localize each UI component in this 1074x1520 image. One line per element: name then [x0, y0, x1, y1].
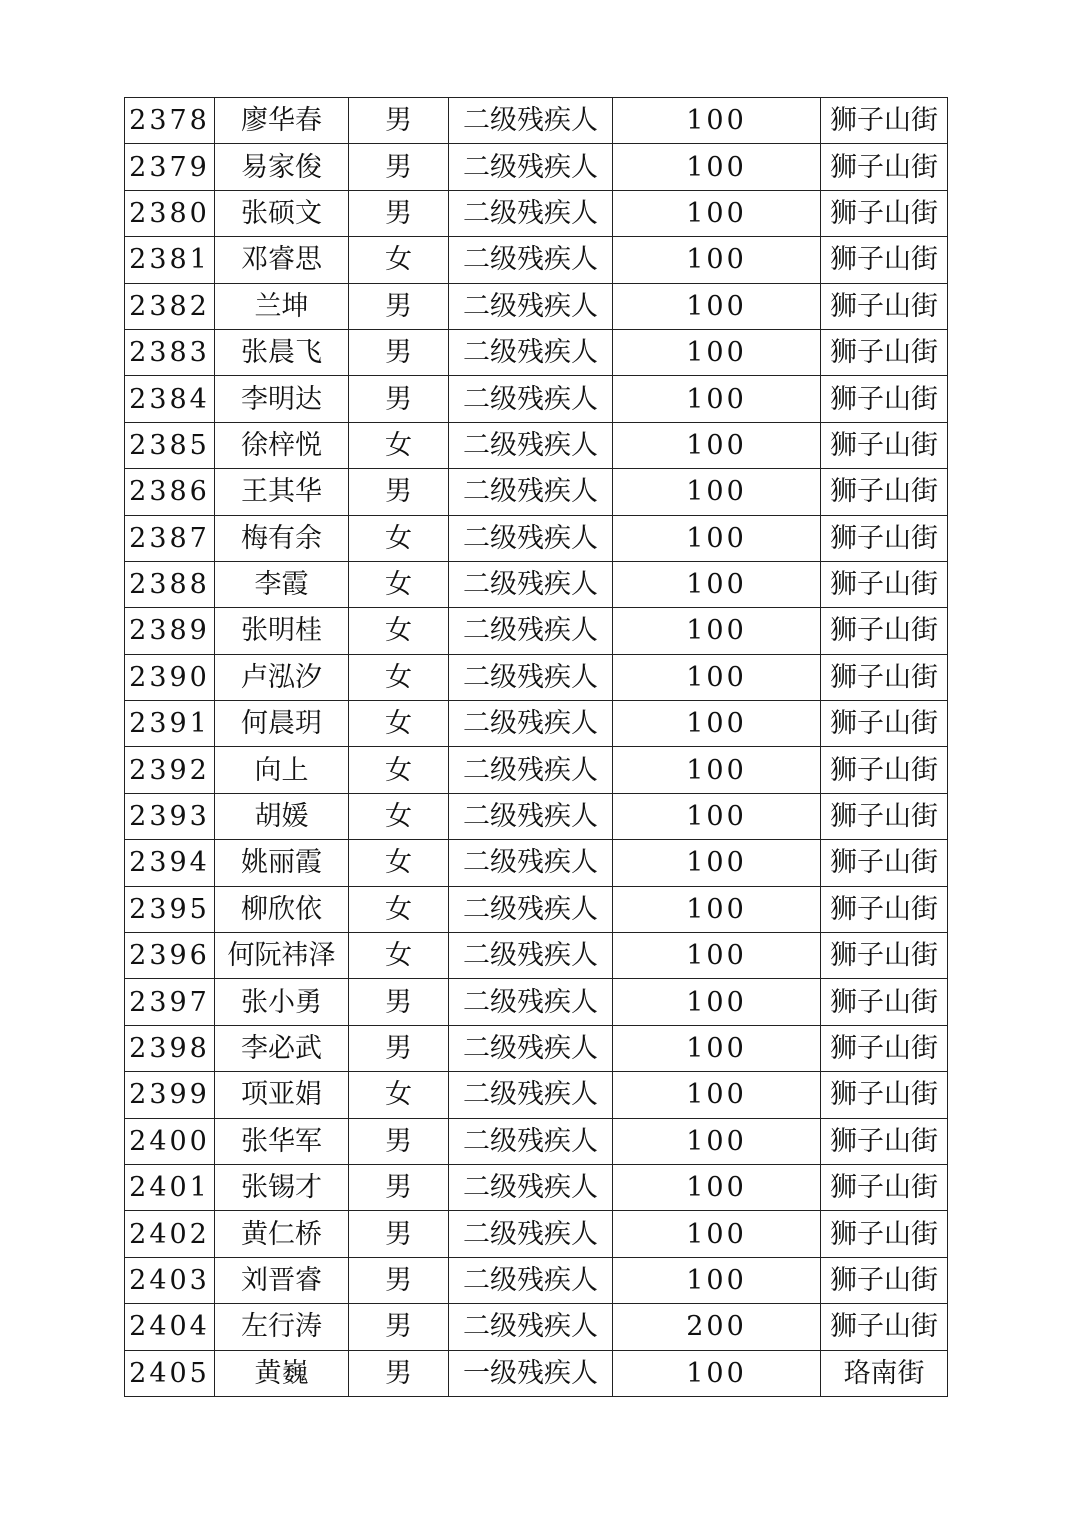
serial-number-cell: 2386 — [125, 469, 215, 515]
table-row — [125, 469, 948, 515]
table-row — [125, 1257, 948, 1303]
street-cell: 狮子山街 — [821, 190, 948, 236]
serial-number-cell: 2395 — [125, 886, 215, 932]
table-row — [125, 376, 948, 422]
disability-level-cell: 二级残疾人 — [449, 1072, 613, 1118]
amount-cell: 100 — [613, 886, 821, 932]
name-cell: 兰坤 — [215, 283, 349, 329]
disability-level-cell: 二级残疾人 — [449, 144, 613, 190]
serial-number-cell: 2390 — [125, 654, 215, 700]
name-cell: 梅有余 — [215, 515, 349, 561]
gender-cell: 男 — [349, 1211, 449, 1257]
table-row — [125, 747, 948, 793]
name-cell: 廖华春 — [215, 98, 349, 144]
serial-number-cell: 2387 — [125, 515, 215, 561]
name-cell: 卢泓汐 — [215, 654, 349, 700]
disability-level-cell: 二级残疾人 — [449, 979, 613, 1025]
serial-number-cell: 2394 — [125, 840, 215, 886]
street-cell: 狮子山街 — [821, 561, 948, 607]
table-row — [125, 933, 948, 979]
disability-level-cell: 二级残疾人 — [449, 98, 613, 144]
serial-number-cell: 2404 — [125, 1304, 215, 1350]
street-cell: 狮子山街 — [821, 979, 948, 1025]
amount-cell: 100 — [613, 654, 821, 700]
gender-cell: 男 — [349, 1304, 449, 1350]
amount-cell: 200 — [613, 1304, 821, 1350]
table-row — [125, 329, 948, 375]
street-cell: 狮子山街 — [821, 608, 948, 654]
gender-cell: 男 — [349, 1118, 449, 1164]
serial-number-cell: 2383 — [125, 329, 215, 375]
disability-subsidy-table — [124, 97, 948, 1397]
table-row — [125, 237, 948, 283]
amount-cell: 100 — [613, 793, 821, 839]
amount-cell: 100 — [613, 933, 821, 979]
table-row — [125, 1118, 948, 1164]
table-row — [125, 283, 948, 329]
table-row — [125, 793, 948, 839]
disability-level-cell: 二级残疾人 — [449, 376, 613, 422]
serial-number-cell: 2401 — [125, 1164, 215, 1210]
name-cell: 姚丽霞 — [215, 840, 349, 886]
amount-cell: 100 — [613, 1072, 821, 1118]
street-cell: 狮子山街 — [821, 1025, 948, 1071]
gender-cell: 男 — [349, 190, 449, 236]
gender-cell: 女 — [349, 933, 449, 979]
serial-number-cell: 2403 — [125, 1257, 215, 1303]
name-cell: 徐梓悦 — [215, 422, 349, 468]
amount-cell: 100 — [613, 979, 821, 1025]
amount-cell: 100 — [613, 1118, 821, 1164]
amount-cell: 100 — [613, 376, 821, 422]
street-cell: 狮子山街 — [821, 98, 948, 144]
serial-number-cell: 2398 — [125, 1025, 215, 1071]
disability-level-cell: 二级残疾人 — [449, 190, 613, 236]
street-cell: 狮子山街 — [821, 283, 948, 329]
disability-level-cell: 二级残疾人 — [449, 886, 613, 932]
name-cell: 邓睿思 — [215, 237, 349, 283]
table-row — [125, 1211, 948, 1257]
disability-level-cell: 二级残疾人 — [449, 701, 613, 747]
gender-cell: 女 — [349, 237, 449, 283]
disability-level-cell: 一级残疾人 — [449, 1350, 613, 1396]
street-cell: 狮子山街 — [821, 701, 948, 747]
gender-cell: 男 — [349, 1257, 449, 1303]
name-cell: 黄仁桥 — [215, 1211, 349, 1257]
name-cell: 左行涛 — [215, 1304, 349, 1350]
table-row — [125, 840, 948, 886]
street-cell: 珞南街 — [821, 1350, 948, 1396]
amount-cell: 100 — [613, 422, 821, 468]
table-body — [125, 98, 948, 1397]
street-cell: 狮子山街 — [821, 144, 948, 190]
disability-level-cell: 二级残疾人 — [449, 1211, 613, 1257]
table-row — [125, 1164, 948, 1210]
name-cell: 刘晋睿 — [215, 1257, 349, 1303]
serial-number-cell: 2380 — [125, 190, 215, 236]
name-cell: 何晨玥 — [215, 701, 349, 747]
amount-cell: 100 — [613, 1025, 821, 1071]
table-row — [125, 561, 948, 607]
gender-cell: 女 — [349, 654, 449, 700]
disability-level-cell: 二级残疾人 — [449, 608, 613, 654]
gender-cell: 女 — [349, 793, 449, 839]
name-cell: 李必武 — [215, 1025, 349, 1071]
gender-cell: 男 — [349, 469, 449, 515]
table-row — [125, 190, 948, 236]
amount-cell: 100 — [613, 469, 821, 515]
gender-cell: 女 — [349, 886, 449, 932]
amount-cell: 100 — [613, 840, 821, 886]
disability-level-cell: 二级残疾人 — [449, 1025, 613, 1071]
gender-cell: 女 — [349, 701, 449, 747]
name-cell: 王其华 — [215, 469, 349, 515]
gender-cell: 男 — [349, 1025, 449, 1071]
table-row — [125, 98, 948, 144]
gender-cell: 男 — [349, 329, 449, 375]
disability-level-cell: 二级残疾人 — [449, 840, 613, 886]
disability-level-cell: 二级残疾人 — [449, 469, 613, 515]
disability-level-cell: 二级残疾人 — [449, 237, 613, 283]
amount-cell: 100 — [613, 144, 821, 190]
gender-cell: 女 — [349, 1072, 449, 1118]
serial-number-cell: 2379 — [125, 144, 215, 190]
name-cell: 柳欣依 — [215, 886, 349, 932]
serial-number-cell: 2400 — [125, 1118, 215, 1164]
table-row — [125, 979, 948, 1025]
gender-cell: 男 — [349, 144, 449, 190]
serial-number-cell: 2384 — [125, 376, 215, 422]
amount-cell: 100 — [613, 515, 821, 561]
amount-cell: 100 — [613, 1257, 821, 1303]
street-cell: 狮子山街 — [821, 422, 948, 468]
amount-cell: 100 — [613, 747, 821, 793]
amount-cell: 100 — [613, 329, 821, 375]
amount-cell: 100 — [613, 1350, 821, 1396]
amount-cell: 100 — [613, 1211, 821, 1257]
table-row — [125, 1304, 948, 1350]
table-row — [125, 701, 948, 747]
gender-cell: 男 — [349, 98, 449, 144]
serial-number-cell: 2381 — [125, 237, 215, 283]
disability-level-cell: 二级残疾人 — [449, 747, 613, 793]
amount-cell: 100 — [613, 237, 821, 283]
table-row — [125, 608, 948, 654]
name-cell: 张明桂 — [215, 608, 349, 654]
amount-cell: 100 — [613, 561, 821, 607]
street-cell: 狮子山街 — [821, 376, 948, 422]
gender-cell: 女 — [349, 747, 449, 793]
street-cell: 狮子山街 — [821, 654, 948, 700]
gender-cell: 男 — [349, 979, 449, 1025]
disability-level-cell: 二级残疾人 — [449, 933, 613, 979]
street-cell: 狮子山街 — [821, 793, 948, 839]
serial-number-cell: 2388 — [125, 561, 215, 607]
gender-cell: 男 — [349, 1350, 449, 1396]
serial-number-cell: 2402 — [125, 1211, 215, 1257]
gender-cell: 女 — [349, 608, 449, 654]
amount-cell: 100 — [613, 1164, 821, 1210]
gender-cell: 女 — [349, 561, 449, 607]
gender-cell: 女 — [349, 840, 449, 886]
serial-number-cell: 2392 — [125, 747, 215, 793]
serial-number-cell: 2405 — [125, 1350, 215, 1396]
street-cell: 狮子山街 — [821, 1118, 948, 1164]
street-cell: 狮子山街 — [821, 237, 948, 283]
disability-level-cell: 二级残疾人 — [449, 1257, 613, 1303]
name-cell: 何阮祎泽 — [215, 933, 349, 979]
amount-cell: 100 — [613, 608, 821, 654]
table-row — [125, 1072, 948, 1118]
name-cell: 黄巍 — [215, 1350, 349, 1396]
disability-level-cell: 二级残疾人 — [449, 793, 613, 839]
name-cell: 项亚娟 — [215, 1072, 349, 1118]
serial-number-cell: 2399 — [125, 1072, 215, 1118]
serial-number-cell: 2382 — [125, 283, 215, 329]
serial-number-cell: 2391 — [125, 701, 215, 747]
serial-number-cell: 2397 — [125, 979, 215, 1025]
gender-cell: 男 — [349, 1164, 449, 1210]
serial-number-cell: 2389 — [125, 608, 215, 654]
serial-number-cell: 2378 — [125, 98, 215, 144]
street-cell: 狮子山街 — [821, 1257, 948, 1303]
street-cell: 狮子山街 — [821, 840, 948, 886]
name-cell: 张锡才 — [215, 1164, 349, 1210]
name-cell: 张硕文 — [215, 190, 349, 236]
street-cell: 狮子山街 — [821, 933, 948, 979]
serial-number-cell: 2393 — [125, 793, 215, 839]
name-cell: 李霞 — [215, 561, 349, 607]
name-cell: 向上 — [215, 747, 349, 793]
disability-level-cell: 二级残疾人 — [449, 283, 613, 329]
disability-level-cell: 二级残疾人 — [449, 561, 613, 607]
gender-cell: 女 — [349, 422, 449, 468]
amount-cell: 100 — [613, 701, 821, 747]
gender-cell: 女 — [349, 515, 449, 561]
gender-cell: 男 — [349, 376, 449, 422]
street-cell: 狮子山街 — [821, 329, 948, 375]
amount-cell: 100 — [613, 190, 821, 236]
street-cell: 狮子山街 — [821, 515, 948, 561]
serial-number-cell: 2396 — [125, 933, 215, 979]
disability-level-cell: 二级残疾人 — [449, 1118, 613, 1164]
table-row — [125, 515, 948, 561]
street-cell: 狮子山街 — [821, 1072, 948, 1118]
name-cell: 张华军 — [215, 1118, 349, 1164]
name-cell: 易家俊 — [215, 144, 349, 190]
table-row — [125, 422, 948, 468]
street-cell: 狮子山街 — [821, 469, 948, 515]
table-row — [125, 886, 948, 932]
disability-level-cell: 二级残疾人 — [449, 654, 613, 700]
amount-cell: 100 — [613, 98, 821, 144]
street-cell: 狮子山街 — [821, 747, 948, 793]
gender-cell: 男 — [349, 283, 449, 329]
disability-level-cell: 二级残疾人 — [449, 515, 613, 561]
name-cell: 张小勇 — [215, 979, 349, 1025]
name-cell: 张晨飞 — [215, 329, 349, 375]
name-cell: 李明达 — [215, 376, 349, 422]
street-cell: 狮子山街 — [821, 1211, 948, 1257]
table-row — [125, 144, 948, 190]
disability-level-cell: 二级残疾人 — [449, 1164, 613, 1210]
serial-number-cell: 2385 — [125, 422, 215, 468]
street-cell: 狮子山街 — [821, 1304, 948, 1350]
amount-cell: 100 — [613, 283, 821, 329]
table-row — [125, 1025, 948, 1071]
street-cell: 狮子山街 — [821, 1164, 948, 1210]
table-row — [125, 654, 948, 700]
name-cell: 胡媛 — [215, 793, 349, 839]
disability-level-cell: 二级残疾人 — [449, 1304, 613, 1350]
street-cell: 狮子山街 — [821, 886, 948, 932]
disability-level-cell: 二级残疾人 — [449, 329, 613, 375]
table-row — [125, 1350, 948, 1396]
disability-level-cell: 二级残疾人 — [449, 422, 613, 468]
